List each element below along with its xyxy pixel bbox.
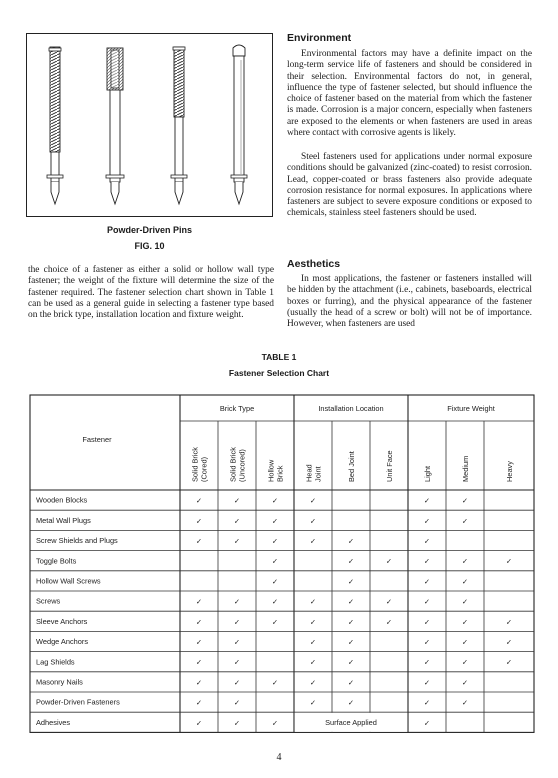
figure-caption: Powder-Driven Pins — [106, 225, 193, 235]
environment-heading: Environment — [287, 32, 352, 44]
check-mark-8-8: ✓ — [505, 657, 513, 667]
check-mark-8-7: ✓ — [461, 657, 469, 667]
check-mark-1-2: ✓ — [271, 516, 279, 526]
check-mark-8-6: ✓ — [423, 657, 431, 667]
check-mark-7-1: ✓ — [233, 637, 241, 647]
check-mark-10-1: ✓ — [233, 698, 241, 708]
check-mark-0-7: ✓ — [461, 496, 469, 506]
table-label: TABLE 1 — [261, 352, 297, 362]
environment-paragraph-2: Steel fasteners used for applications under normal exposure conditions should be galvanized (zinc-coated) to resist corrosion. Lead, copper-coated or brass fasteners also provide adequate corrosion resistance for normal exposures. In applications where fasteners are subject to severe exposure conditions or exposed to chemicals, stainless steel fasteners should be used. — [287, 152, 532, 219]
check-mark-5-3: ✓ — [309, 597, 317, 607]
check-mark-5-6: ✓ — [423, 597, 431, 607]
check-mark-9-3: ✓ — [309, 677, 317, 687]
check-mark-3-5: ✓ — [385, 556, 393, 566]
group-header-2: Fixture Weight — [447, 404, 495, 413]
check-mark-10-0: ✓ — [195, 698, 203, 708]
check-mark-7-8: ✓ — [505, 637, 513, 647]
check-mark-6-4: ✓ — [347, 617, 355, 627]
check-mark-0-0: ✓ — [195, 496, 203, 506]
check-mark-2-3: ✓ — [309, 536, 317, 546]
column-header-0-2: Hollow — [266, 459, 276, 482]
column-header-1-0: Joint — [313, 466, 323, 482]
check-mark-11-6: ✓ — [423, 718, 431, 728]
check-mark-11-2: ✓ — [271, 718, 279, 728]
page-number: 4 — [276, 752, 282, 763]
check-mark-0-3: ✓ — [309, 496, 317, 506]
column-header-0-1: (Uncored) — [237, 449, 247, 482]
check-mark-8-0: ✓ — [195, 657, 203, 667]
check-mark-2-4: ✓ — [347, 536, 355, 546]
check-mark-0-2: ✓ — [271, 496, 279, 506]
check-mark-3-4: ✓ — [347, 556, 355, 566]
row-label-0: Wooden Blocks — [36, 495, 88, 505]
check-mark-7-4: ✓ — [347, 637, 355, 647]
table-title: Fastener Selection Chart — [228, 368, 330, 378]
environment-paragraph-1: Environmental factors may have a definite impact on the long-term service life of fasteners and should be considered in their selection. Environmental factors do not, in general, influence the type of fastener selected, but should influence the choice of fastener based on the material from which the fastener is made. Corrosion is a major concern, especially when fasteners are exposed to the elements or when fasteners are used in areas where contact with corrosive agents is likely. — [287, 49, 532, 139]
check-mark-0-6: ✓ — [423, 496, 431, 506]
row-label-7: Wedge Anchors — [36, 637, 89, 647]
row-label-5: Screws — [36, 596, 61, 606]
check-mark-9-1: ✓ — [233, 677, 241, 687]
row-label-3: Toggle Bolts — [36, 556, 77, 566]
row-label-6: Sleeve Anchors — [36, 616, 88, 626]
figure-number: FIG. 10 — [134, 241, 165, 251]
check-mark-7-0: ✓ — [195, 637, 203, 647]
check-mark-5-1: ✓ — [233, 597, 241, 607]
check-mark-4-4: ✓ — [347, 576, 355, 586]
check-mark-10-3: ✓ — [309, 698, 317, 708]
check-mark-5-4: ✓ — [347, 597, 355, 607]
column-header-0-2: Brick — [275, 465, 285, 482]
group-header-1: Installation Location — [318, 404, 384, 413]
group-header-0: Brick Type — [219, 404, 255, 413]
row-label-8: Lag Shields — [36, 657, 75, 667]
check-mark-6-2: ✓ — [271, 617, 279, 627]
check-mark-1-7: ✓ — [461, 516, 469, 526]
check-mark-1-1: ✓ — [233, 516, 241, 526]
check-mark-6-0: ✓ — [195, 617, 203, 627]
check-mark-3-2: ✓ — [271, 556, 279, 566]
aesthetics-heading: Aesthetics — [287, 258, 341, 270]
row-label-9: Masonry Nails — [36, 677, 83, 687]
column-header-0-1: Solid Brick — [228, 447, 238, 482]
check-mark-2-2: ✓ — [271, 536, 279, 546]
check-mark-3-6: ✓ — [423, 556, 431, 566]
table-border — [30, 395, 534, 732]
check-mark-3-7: ✓ — [461, 556, 469, 566]
row-label-2: Screw Shields and Plugs — [36, 536, 118, 546]
column-header-1-2: Unit Face — [385, 450, 394, 482]
check-mark-9-6: ✓ — [423, 677, 431, 687]
check-mark-6-1: ✓ — [233, 617, 241, 627]
check-mark-5-5: ✓ — [385, 597, 393, 607]
check-mark-6-6: ✓ — [423, 617, 431, 627]
check-mark-0-1: ✓ — [233, 496, 241, 506]
merged-note-surface-applied: Surface Applied — [325, 717, 377, 727]
check-mark-1-6: ✓ — [423, 516, 431, 526]
row-label-10: Powder-Driven Fasteners — [36, 697, 120, 707]
check-mark-10-6: ✓ — [423, 698, 431, 708]
row-label-11: Adhesives — [36, 717, 71, 727]
check-mark-8-1: ✓ — [233, 657, 241, 667]
check-mark-6-5: ✓ — [385, 617, 393, 627]
check-mark-5-2: ✓ — [271, 597, 279, 607]
left-column-paragraph: the choice of a fastener as either a solid or hollow wall type fastener; the weight of the fixture will determine the size of the fastener required. The fastener selection chart shown in Table 1 can be used as a general guide in selecting a fastener type based on the brick type, installation location and fixture weight. — [28, 265, 274, 321]
check-mark-4-7: ✓ — [461, 576, 469, 586]
check-mark-5-7: ✓ — [461, 597, 469, 607]
check-mark-6-8: ✓ — [505, 617, 513, 627]
check-mark-10-7: ✓ — [461, 698, 469, 708]
column-header-2-2: Heavy — [505, 461, 514, 482]
column-header-1-0: Head — [304, 464, 314, 482]
check-mark-7-3: ✓ — [309, 637, 317, 647]
column-header-2-0: Light — [423, 465, 432, 482]
check-mark-2-6: ✓ — [423, 536, 431, 546]
check-mark-2-1: ✓ — [233, 536, 241, 546]
fastener-column-header: Fastener — [82, 435, 112, 444]
check-mark-9-2: ✓ — [271, 677, 279, 687]
check-mark-8-4: ✓ — [347, 657, 355, 667]
check-mark-3-8: ✓ — [505, 556, 513, 566]
check-mark-2-0: ✓ — [195, 536, 203, 546]
check-mark-9-4: ✓ — [347, 677, 355, 687]
row-label-1: Metal Wall Plugs — [36, 515, 91, 525]
check-mark-1-3: ✓ — [309, 516, 317, 526]
check-mark-7-7: ✓ — [461, 637, 469, 647]
column-header-0-0: Solid Brick — [190, 447, 200, 482]
column-header-2-1: Medium — [461, 455, 470, 482]
check-mark-4-2: ✓ — [271, 576, 279, 586]
check-mark-8-3: ✓ — [309, 657, 317, 667]
check-mark-11-0: ✓ — [195, 718, 203, 728]
check-mark-11-1: ✓ — [233, 718, 241, 728]
column-header-0-0: (Cored) — [199, 456, 209, 482]
check-mark-9-0: ✓ — [195, 677, 203, 687]
check-mark-6-7: ✓ — [461, 617, 469, 627]
column-header-1-1: Bed Joint — [347, 451, 356, 482]
check-mark-5-0: ✓ — [195, 597, 203, 607]
check-mark-1-0: ✓ — [195, 516, 203, 526]
row-label-4: Hollow Wall Screws — [36, 576, 101, 586]
check-mark-6-3: ✓ — [309, 617, 317, 627]
check-mark-7-6: ✓ — [423, 637, 431, 647]
check-mark-9-7: ✓ — [461, 677, 469, 687]
aesthetics-paragraph-1: In most applications, the fastener or fasteners installed will be hidden by the attachment (i.e., cabinets, baseboards, electrical boxes or furring), and the physical appearance of the fastener (usually the head of a screw or bolt) will not be of importance. However, when fasteners are used — [287, 274, 532, 330]
check-mark-4-6: ✓ — [423, 576, 431, 586]
check-mark-10-4: ✓ — [347, 698, 355, 708]
